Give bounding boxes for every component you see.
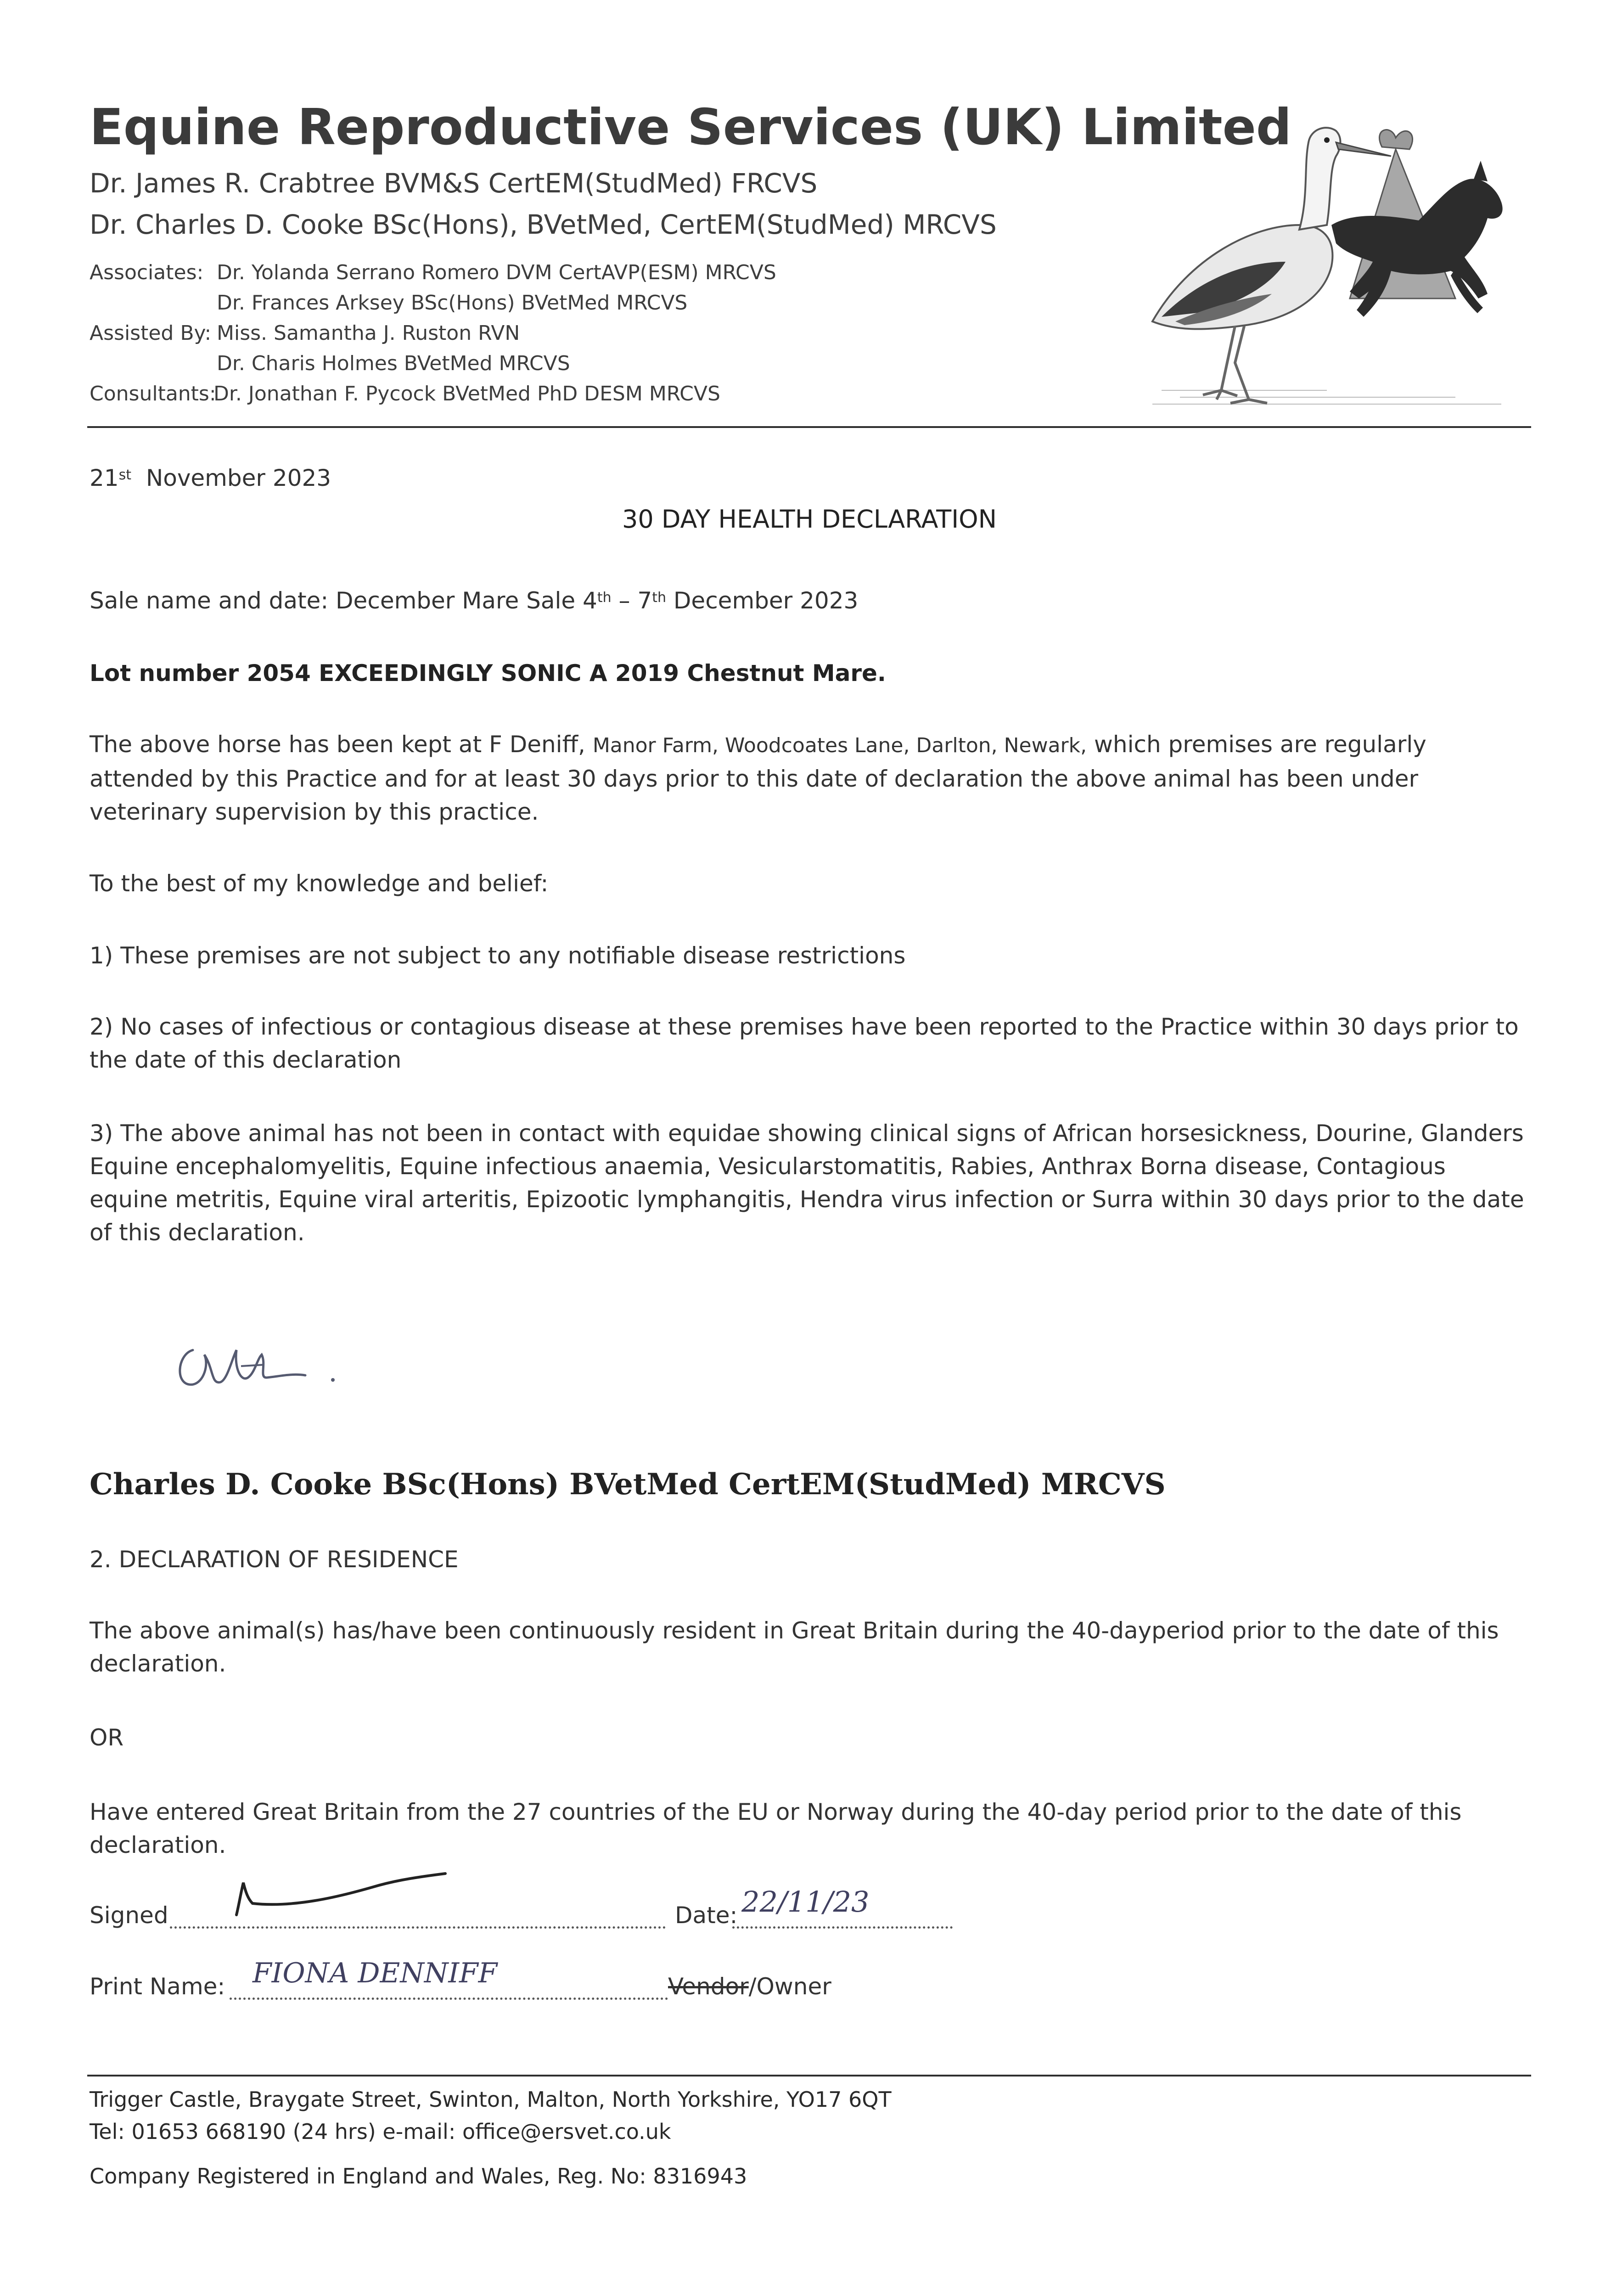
print-name-label: Print Name: xyxy=(90,1973,225,2000)
declaration-heading: 30 DAY HEALTH DECLARATION xyxy=(622,505,997,534)
lot-line: Lot number 2054 EXCEEDINGLY SONIC A 2019 Chestnut Mare. xyxy=(90,660,886,687)
owner-suffix: /Owner xyxy=(748,1973,831,2000)
residence-para-2: Have entered Great Britain from the 27 countries of the EU or Norway during the 40-day period prior to the date of this declaration. xyxy=(90,1799,1462,1858)
date-handwritten: 22/11/23 xyxy=(741,1885,870,1919)
vendor-struck: Vendor xyxy=(668,1973,749,2000)
kept-text-1: The above horse has been kept at F Deniff, xyxy=(90,731,593,758)
residence-heading: 2. DECLARATION OF RESIDENCE xyxy=(90,1546,459,1573)
print-name-handwritten: FIONA DENNIFF xyxy=(253,1957,498,1989)
associates-label: Associates: xyxy=(90,261,204,284)
date-month-year: November 2023 xyxy=(146,465,331,491)
header-divider xyxy=(87,426,1531,428)
vendor-owner-label xyxy=(668,1970,831,2003)
associate-2: Dr. Frances Arksey BSc(Hons) BVetMed MRCVS xyxy=(217,291,688,315)
date-label: Date: xyxy=(675,1902,738,1929)
partner-2: Dr. Charles D. Cooke BSc(Hons), BVetMed, CertEM(StudMed) MRCVS xyxy=(90,209,997,240)
assisted-label: Assisted By: xyxy=(90,321,212,345)
footer-divider xyxy=(87,2075,1531,2077)
kept-paragraph xyxy=(90,728,1531,828)
stork-carrying-foal-logo-icon xyxy=(1134,106,1529,418)
consultant-1: Dr. Jonathan F. Pycock BVetMed PhD DESM MRCVS xyxy=(213,382,720,405)
vet-signature xyxy=(168,1322,351,1401)
footer-registration: Company Registered in England and Wales, Reg. No: 8316943 xyxy=(90,2164,747,2189)
letter-date xyxy=(90,461,331,495)
assistant-1: Miss. Samantha J. Ruston RVN xyxy=(217,321,520,345)
consultants-label: Consultants: xyxy=(90,382,216,405)
sale-prefix: Sale name and date: December Mare Sale 4 xyxy=(90,587,597,614)
kept-text-2: which premises are regularly attended by this Practice and for at least 30 days prior to this date of declaration the above animal has been under veterinary supervision by this practice. xyxy=(90,731,1426,825)
date-line xyxy=(732,1922,953,1930)
signed-label: Signed xyxy=(90,1902,168,1929)
kept-address: Manor Farm, Woodcoates Lane, Darlton, Newark, xyxy=(592,734,1087,757)
company-name: Equine Reproductive Services (UK) Limited xyxy=(90,99,1292,156)
point-2: 2) No cases of infectious or contagious disease at these premises have been reported to the Practice within 30 days prior to the date of this declaration xyxy=(90,1013,1519,1073)
point-1: 1) These premises are not subject to any notifiable disease restrictions xyxy=(90,942,906,969)
date-superscript: st xyxy=(118,467,132,483)
owner-signature xyxy=(225,1864,464,1924)
footer-contact: Tel: 01653 668190 (24 hrs) e-mail: office@ersvet.co.uk xyxy=(90,2119,671,2144)
vet-name: Charles D. Cooke BSc(Hons) BVetMed CertEM(StudMed) MRCVS xyxy=(90,1467,1166,1502)
or-label: OR xyxy=(90,1724,124,1751)
residence-para-1: The above animal(s) has/have been continuously resident in Great Britain during the 40-dayperiod prior to the date of this declaration. xyxy=(90,1617,1499,1677)
sale-sup-2: th xyxy=(652,590,667,606)
sale-line xyxy=(90,584,858,617)
partner-1: Dr. James R. Crabtree BVM&S CertEM(StudMed) FRCVS xyxy=(90,168,818,199)
point-3: 3) The above animal has not been in contact with equidae showing clinical signs of African horsesickness, Dourine, Glanders Equine encephalomyelitis, Equine infectious anaemia, Vesicularstomatitis, Rabies, Anthrax Borna disease, Contagious equine metritis, Equine viral arteritis, Epizootic lymphangitis, Hendra virus infection or Surra within 30 days prior to the date of this declaration. xyxy=(90,1120,1524,1246)
sale-suffix: December 2023 xyxy=(666,587,859,614)
sale-mid: – 7 xyxy=(611,587,652,614)
footer-address: Trigger Castle, Braygate Street, Swinton, Malton, North Yorkshire, YO17 6QT xyxy=(90,2087,892,2112)
date-day: 21 xyxy=(90,465,119,491)
assistant-2: Dr. Charis Holmes BVetMed MRCVS xyxy=(217,352,570,375)
sale-sup-1: th xyxy=(597,590,612,606)
associate-1: Dr. Yolanda Serrano Romero DVM CertAVP(ESM) MRCVS xyxy=(217,261,776,284)
print-name-line xyxy=(230,1993,668,2002)
belief-line: To the best of my knowledge and belief: xyxy=(90,870,549,897)
